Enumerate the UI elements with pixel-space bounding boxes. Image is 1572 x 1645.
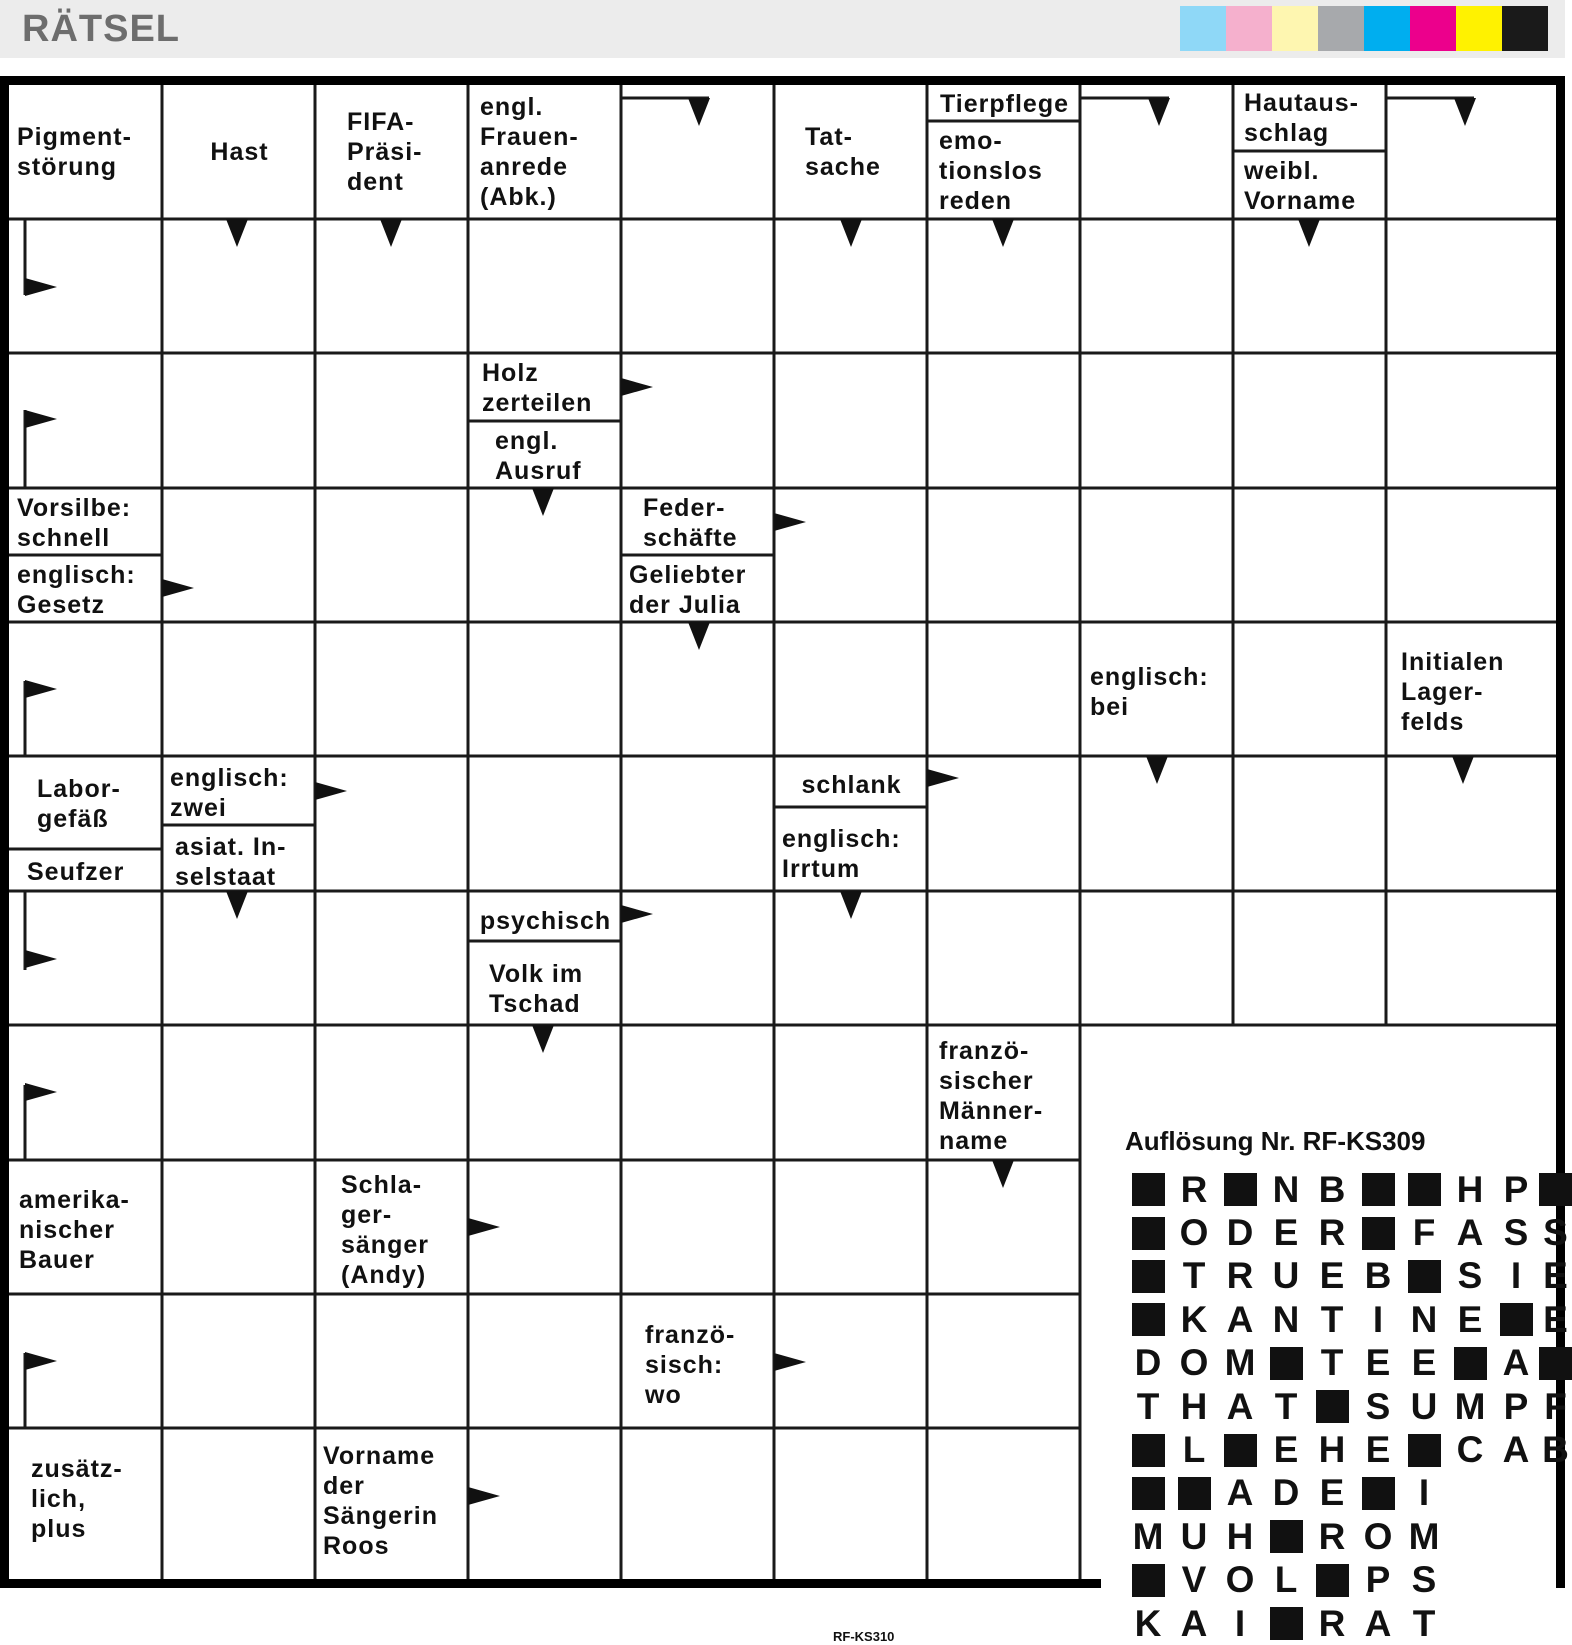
clue-line: Bauer (19, 1246, 95, 1274)
arrow-down-icon (226, 891, 248, 919)
solution-letter: U (1272, 1255, 1300, 1297)
arrow-right-icon (25, 410, 57, 428)
clue-line: Gesetz (17, 591, 105, 619)
clue-line: engl. (480, 93, 544, 121)
block-square (1132, 1303, 1165, 1336)
solution-letter: O (1179, 1342, 1209, 1384)
color-swatch-4 (1318, 6, 1364, 51)
clue-line: dent (347, 168, 404, 196)
solution-letter: S (1503, 1212, 1529, 1254)
solution-letter: R (1318, 1602, 1346, 1644)
arrow-down-icon (1146, 756, 1168, 784)
clue-line: Frauen- (480, 123, 579, 151)
clue-weibl-vorname (1236, 153, 1387, 219)
arrow-right-icon (25, 278, 57, 296)
solution-block (1171, 1472, 1217, 1515)
block-square (1362, 1477, 1395, 1510)
solution-letter: T (1136, 1385, 1160, 1427)
solution-letter: K (1180, 1298, 1208, 1340)
clue-line: FIFA- (347, 108, 415, 136)
solution-block (1217, 1428, 1263, 1471)
clue-line: Hautaus- (1244, 89, 1359, 117)
arrow-right-icon (25, 680, 57, 698)
clue-inselstaat (167, 829, 318, 895)
solution-letter: E (1319, 1255, 1345, 1297)
clue-line: der Julia (629, 591, 741, 619)
arrow-down-icon (992, 1160, 1014, 1188)
clue-line: nischer (19, 1216, 115, 1244)
solution-block (1125, 1298, 1171, 1341)
clue-laborgefaess (29, 759, 160, 849)
solution-letter: I (1418, 1472, 1430, 1514)
color-swatch-6 (1410, 6, 1456, 51)
clue-line: Ausruf (495, 457, 582, 485)
clue-line: Vorsilbe: (17, 494, 132, 522)
clue-zwei (162, 759, 313, 827)
color-swatch-5 (1364, 6, 1410, 51)
clue-line: Tschad (489, 990, 581, 1018)
solution-letter: O (1225, 1559, 1255, 1601)
clue-line: plus (31, 1515, 87, 1543)
clue-line: lich, (31, 1485, 87, 1513)
clue-line: englisch: (782, 825, 901, 853)
block-square (1132, 1173, 1165, 1206)
clue-line: schnell (17, 524, 111, 552)
solution-letter: N (1410, 1298, 1438, 1340)
clue-line: franzö- (939, 1037, 1030, 1065)
solution-letter: T (1182, 1255, 1206, 1297)
clue-line: reden (939, 187, 1013, 215)
puzzle-code: RF-KS310 (833, 1629, 895, 1644)
clue-line: asiat. In- (175, 833, 287, 861)
clue-line: weibl. (1244, 157, 1320, 185)
solution-letter: O (1363, 1515, 1393, 1557)
clue-line: anrede (480, 153, 568, 181)
clue-line: selstaat (175, 863, 277, 891)
color-swatch-8 (1502, 6, 1548, 51)
page-title: RÄTSEL (22, 8, 180, 50)
block-square (1132, 1477, 1165, 1510)
solution-panel (1101, 1116, 1569, 1644)
solution-letter: M (1132, 1515, 1164, 1557)
solution-letter: E (1543, 1255, 1568, 1297)
clue-line: englisch: (17, 561, 136, 589)
clue-line: zusätz- (31, 1455, 123, 1483)
clue-bei (1082, 625, 1233, 759)
arrow-down-icon (1454, 98, 1476, 126)
clue-irrtum (774, 813, 929, 895)
color-swatch-1 (1180, 6, 1226, 51)
arrow-down-icon (688, 622, 710, 650)
clue-wo (637, 1298, 778, 1432)
block-square (1132, 1564, 1165, 1597)
solution-letter: A (1226, 1385, 1254, 1427)
block-square (1316, 1564, 1349, 1597)
solution-letter: E (1457, 1298, 1483, 1340)
clue-gesetz (9, 557, 160, 623)
clue-line: tionslos (939, 157, 1043, 185)
solution-letter: E (1273, 1212, 1299, 1254)
solution-letter: O (1179, 1212, 1209, 1254)
solution-letter: M (1224, 1342, 1256, 1384)
clue-line: wo (645, 1381, 682, 1409)
header-bar (0, 0, 1565, 58)
arrow-right-icon (162, 579, 194, 597)
block-square (1132, 1217, 1165, 1250)
solution-block (1125, 1559, 1171, 1602)
block-square (1500, 1303, 1533, 1336)
arrow-right-icon (25, 1083, 57, 1101)
crossword-grid (0, 76, 1569, 1644)
solution-block (1217, 1168, 1263, 1211)
clue-tschad (481, 947, 622, 1031)
solution-block (1263, 1515, 1309, 1558)
clue-line: Seufzer (27, 858, 125, 886)
solution-letter: N (1272, 1298, 1300, 1340)
arrow-right-icon (25, 950, 57, 968)
clue-line: emo- (939, 127, 1003, 155)
clue-line: Geliebter (629, 561, 747, 589)
arrow-right-icon (25, 1352, 57, 1370)
solution-letter: E (1319, 1472, 1345, 1514)
solution-letter: T (1274, 1385, 1298, 1427)
clue-line: Roos (323, 1531, 390, 1560)
solution-letter: T (1320, 1342, 1344, 1384)
clue-line: Tierpflege (939, 90, 1070, 118)
solution-block (1401, 1168, 1447, 1211)
clue-pigmentstoerung (9, 85, 160, 219)
clue-federschaefte (635, 490, 776, 556)
clue-line: Männer- (939, 1097, 1044, 1125)
clue-line: Lager- (1401, 678, 1484, 706)
solution-block (1125, 1472, 1171, 1515)
arrow-down-icon (226, 219, 248, 247)
clue-line: sischer (939, 1067, 1034, 1095)
arrow-right-icon (774, 1353, 806, 1371)
clue-line: name (939, 1127, 1009, 1155)
solution-letter: V (1181, 1559, 1207, 1601)
solution-letter: T (1412, 1602, 1436, 1644)
arrow-right-icon (468, 1487, 500, 1505)
block-square (1132, 1434, 1165, 1467)
clue-line: sänger (341, 1231, 429, 1259)
clue-line: Irrtum (782, 855, 861, 883)
block-square (1362, 1217, 1395, 1250)
clue-roos (315, 1432, 466, 1569)
clue-engl-ausruf (487, 423, 628, 489)
block-square (1408, 1434, 1441, 1467)
solution-letter: H (1180, 1385, 1208, 1427)
solution-letter: A (1502, 1429, 1530, 1471)
clue-line: störung (17, 153, 118, 181)
arrow-down-icon (840, 891, 862, 919)
solution-block (1125, 1428, 1171, 1471)
clue-holz (474, 355, 625, 421)
clue-julia (621, 557, 776, 623)
clue-line: englisch: (170, 764, 289, 792)
solution-letter: D (1134, 1342, 1162, 1384)
clue-hautausschlag (1236, 85, 1387, 151)
clue-andy (333, 1163, 474, 1297)
solution-letter: R (1318, 1515, 1346, 1557)
solution-letter: S (1411, 1559, 1437, 1601)
solution-letter: K (1134, 1602, 1162, 1644)
solution-block (1263, 1602, 1309, 1645)
clue-line: sache (805, 153, 881, 181)
solution-block (1539, 1342, 1572, 1385)
clue-line: Feder- (643, 494, 726, 522)
solution-block (1309, 1559, 1355, 1602)
solution-letter: F (1412, 1212, 1436, 1254)
block-square (1224, 1173, 1257, 1206)
solution-letter: R (1180, 1168, 1208, 1210)
clue-line: felds (1401, 708, 1465, 736)
solution-block (1493, 1298, 1539, 1341)
clue-line: schäfte (643, 524, 738, 552)
solution-letter: R (1318, 1212, 1346, 1254)
clue-line: franzö- (645, 1321, 736, 1349)
clue-line: engl. (495, 427, 559, 455)
color-swatch-7 (1456, 6, 1502, 51)
solution-letter: B (1542, 1429, 1569, 1471)
solution-letter: R (1226, 1255, 1254, 1297)
solution-letter: B (1318, 1168, 1346, 1210)
solution-letter: P (1365, 1559, 1391, 1601)
block-square (1132, 1260, 1165, 1293)
clue-line: psychisch (479, 907, 612, 935)
clue-emotionslos (931, 123, 1082, 219)
solution-block (1309, 1385, 1355, 1428)
solution-block (1401, 1428, 1447, 1471)
clue-frauenanrede (472, 85, 623, 219)
solution-letter: E (1365, 1342, 1391, 1384)
solution-letter: E (1273, 1429, 1299, 1471)
solution-letter: H (1456, 1168, 1484, 1210)
solution-letter: E (1365, 1429, 1391, 1471)
solution-block (1447, 1342, 1493, 1385)
solution-letter: B (1364, 1255, 1392, 1297)
solution-letter: A (1364, 1602, 1392, 1644)
block-square (1408, 1173, 1441, 1206)
clue-zusaetzlich (23, 1432, 164, 1566)
clue-tierpflege (927, 85, 1082, 123)
solution-block (1355, 1211, 1401, 1254)
arrow-right-icon (621, 378, 653, 396)
arrow-down-icon (1298, 219, 1320, 247)
clue-line: Labor- (37, 775, 121, 803)
clue-line: Pigment- (17, 123, 132, 151)
solution-letter: S (1365, 1385, 1391, 1427)
solution-letter: I (1234, 1602, 1246, 1644)
block-square (1408, 1260, 1441, 1293)
solution-letter: U (1180, 1515, 1208, 1557)
solution-letter: D (1272, 1472, 1300, 1514)
block-square (1316, 1390, 1349, 1423)
clue-line: gefäß (37, 805, 109, 833)
clue-line: englisch: (1090, 663, 1209, 691)
solution-letter: P (1503, 1385, 1529, 1427)
clue-line: bei (1090, 693, 1130, 721)
clue-line: zerteilen (482, 389, 593, 417)
solution-letter: I (1372, 1298, 1384, 1340)
solution-grid (1125, 1168, 1572, 1645)
clue-line: Präsi- (347, 138, 423, 166)
solution-letter: N (1272, 1168, 1300, 1210)
solution-letter: S (1457, 1255, 1483, 1297)
clue-line: amerika- (19, 1186, 130, 1214)
arrow-down-icon (1452, 756, 1474, 784)
solution-block (1539, 1168, 1572, 1211)
block-square (1270, 1607, 1303, 1640)
solution-letter: U (1410, 1385, 1438, 1427)
block-square (1454, 1347, 1487, 1380)
solution-block (1263, 1342, 1309, 1385)
solution-block (1355, 1168, 1401, 1211)
clue-line: Schla- (341, 1171, 423, 1199)
clue-maennername (931, 1029, 1082, 1163)
clue-line: Vorname (1244, 187, 1357, 215)
block-square (1178, 1477, 1211, 1510)
clue-line: Sängerin (323, 1501, 438, 1530)
block-square (1539, 1347, 1572, 1380)
solution-block (1125, 1211, 1171, 1254)
clue-hast (164, 85, 315, 219)
arrow-down-icon (1148, 98, 1170, 126)
clue-line: Initialen (1401, 648, 1505, 676)
block-square (1270, 1520, 1303, 1553)
clue-line: Tat- (805, 123, 853, 151)
block-square (1539, 1173, 1572, 1206)
solution-letter: I (1510, 1255, 1522, 1297)
clue-seufzer (19, 849, 160, 895)
color-swatch-2 (1226, 6, 1272, 51)
solution-letter: E (1543, 1298, 1568, 1340)
solution-letter: H (1226, 1515, 1254, 1557)
clue-schlank (774, 759, 929, 811)
solution-letter: A (1226, 1298, 1254, 1340)
arrow-down-icon (380, 219, 402, 247)
clue-vorsilbe (9, 490, 160, 556)
solution-letter: C (1456, 1429, 1484, 1471)
solution-block (1355, 1472, 1401, 1515)
solution-letter: P (1503, 1168, 1529, 1210)
clue-line: schlag (1244, 119, 1330, 147)
solution-block (1125, 1168, 1171, 1211)
clue-line: der (323, 1471, 365, 1500)
arrow-down-icon (688, 98, 710, 126)
block-square (1270, 1347, 1303, 1380)
arrow-down-icon (840, 219, 862, 247)
clue-fifa (339, 85, 470, 219)
clue-line: (Andy) (341, 1261, 427, 1289)
clue-line: zwei (170, 794, 227, 822)
arrow-right-icon (774, 513, 806, 531)
solution-letter: L (1274, 1559, 1298, 1601)
arrow-right-icon (315, 782, 347, 800)
solution-title: Auflösung Nr. RF-KS309 (1125, 1126, 1426, 1156)
arrow-down-icon (532, 488, 554, 516)
solution-letter: F (1544, 1385, 1567, 1427)
color-swatch-3 (1272, 6, 1318, 51)
solution-letter: A (1502, 1342, 1530, 1384)
color-swatch-strip (1180, 6, 1548, 51)
block-square (1362, 1173, 1395, 1206)
solution-letter: T (1320, 1298, 1344, 1340)
solution-letter: S (1543, 1212, 1568, 1254)
solution-letter: H (1318, 1429, 1346, 1471)
block-square (1224, 1434, 1257, 1467)
arrow-right-icon (927, 769, 959, 787)
solution-letter: E (1411, 1342, 1437, 1384)
solution-letter: A (1226, 1472, 1254, 1514)
solution-letter: A (1456, 1212, 1484, 1254)
clue-psychisch (468, 895, 623, 947)
solution-letter: D (1226, 1212, 1254, 1254)
arrow-right-icon (621, 905, 653, 923)
solution-letter: M (1408, 1515, 1440, 1557)
clue-tatsache (797, 85, 928, 219)
clue-line: ger- (341, 1201, 393, 1229)
solution-block (1401, 1255, 1447, 1298)
clue-line: schlank (801, 771, 902, 799)
solution-letter: L (1182, 1429, 1206, 1471)
clue-bauer (11, 1163, 162, 1297)
clue-line: sisch: (645, 1351, 724, 1379)
clue-line: Volk im (489, 960, 584, 988)
solution-letter: A (1180, 1602, 1208, 1644)
clue-line: Vorname (323, 1441, 436, 1470)
arrow-down-icon (992, 219, 1014, 247)
solution-block (1125, 1255, 1171, 1298)
clue-line: Hast (210, 138, 269, 166)
clue-line: Holz (482, 359, 539, 387)
clue-initialen (1393, 625, 1544, 759)
clue-line: (Abk.) (480, 183, 557, 211)
solution-letter: M (1454, 1385, 1486, 1427)
